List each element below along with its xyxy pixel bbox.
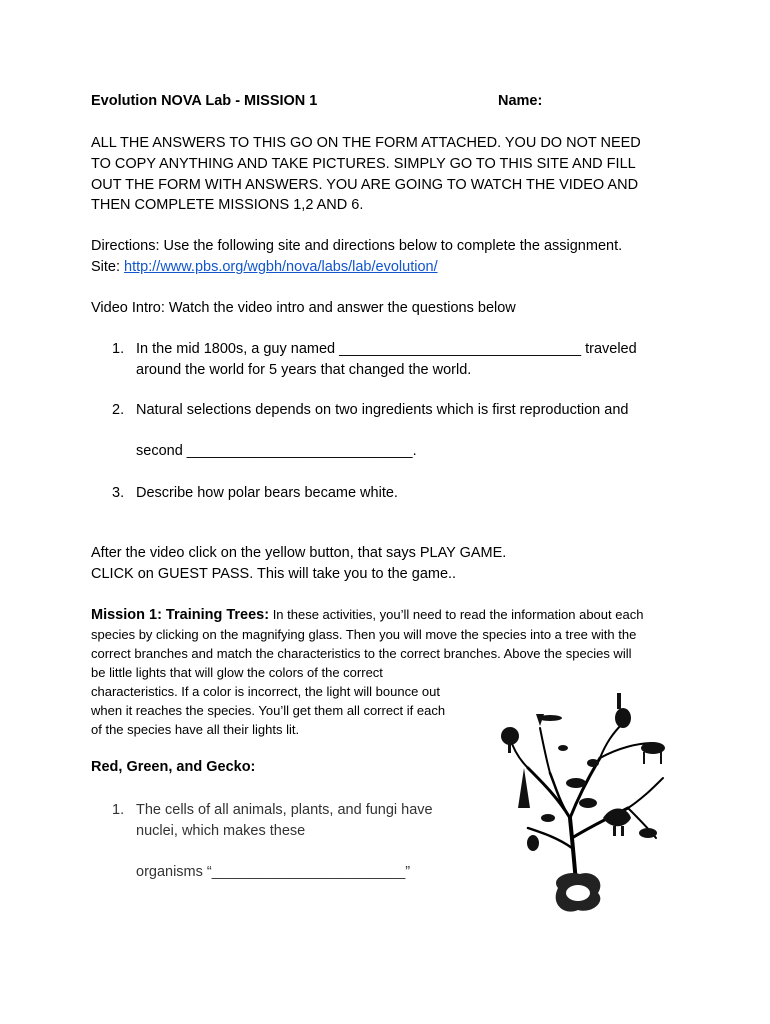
question-number: 1. [112,341,125,357]
question-text: The cells of all animals, plants, and fungi have [136,802,433,818]
directions-text: Directions: Use the following site and directions below to complete the assignment. [91,238,623,254]
question-text: Natural selections depends on two ingredients which is first reproduction and [136,402,629,418]
question-text: second ____________________________. [136,443,417,459]
question-text: In the mid 1800s, a guy named ______________________________ traveled [136,341,637,357]
question-number: 1. [112,802,125,818]
mission-line: of the species have all their lights lit. [91,722,300,737]
name-label: Name: [498,93,543,109]
mission-line: characteristics. If a color is incorrect, the light will bounce out [91,684,440,699]
mission-1-heading: Mission 1: Training Trees: [91,607,270,623]
question-number: 2. [112,402,125,418]
video-intro: Video Intro: Watch the video intro and answer the questions below [91,300,516,316]
question-text: around the world for 5 years that changed the world. [136,362,472,378]
intro-line: ALL THE ANSWERS TO THIS GO ON THE FORM ATTACHED. YOU DO NOT NEED [91,135,641,151]
question-text: Describe how polar bears became white. [136,485,398,501]
question-text: organisms “________________________” [136,864,411,880]
mission-line: species by clicking on the magnifying glass. Then you will move the species into a tree with the [91,627,637,642]
site-label: Site: [91,258,125,275]
mission-line: correct branches and match the characteristics to the correct branches. Above the species will [91,646,632,661]
mission-line: In these activities, you’ll need to read the information about each [269,607,644,622]
document-title: Evolution NOVA Lab - MISSION 1 [91,93,318,109]
intro-paragraph [91,133,691,216]
site-link[interactable]: http://www.pbs.org/wgbh/nova/labs/lab/evolution/ [124,258,438,275]
directions-paragraph [91,236,622,278]
intro-line: THEN COMPLETE MISSIONS 1,2 AND 6. [91,197,364,214]
site-line [91,257,622,278]
after-video-line: CLICK on GUEST PASS. This will take you to the game.. [91,565,457,582]
question-number: 3. [112,485,125,501]
mission-line: be little lights that will glow the colors of the correct [91,665,383,680]
mission-line: when it reaches the species. You’ll get them all correct if each [91,703,446,718]
section-heading: Red, Green, and Gecko: [91,759,256,775]
after-video-line: After the video click on the yellow button, that says PLAY GAME. [91,545,507,561]
intro-line: TO COPY ANYTHING AND TAKE PICTURES. SIMPLY GO TO THIS SITE AND FILL [91,155,636,172]
after-video-paragraph [91,543,506,585]
question-text: nuclei, which makes these [136,823,306,839]
intro-line: OUT THE FORM WITH ANSWERS. YOU ARE GOING TO WATCH THE VIDEO AND [91,176,639,193]
tree-of-life-illustration-icon [488,688,678,923]
